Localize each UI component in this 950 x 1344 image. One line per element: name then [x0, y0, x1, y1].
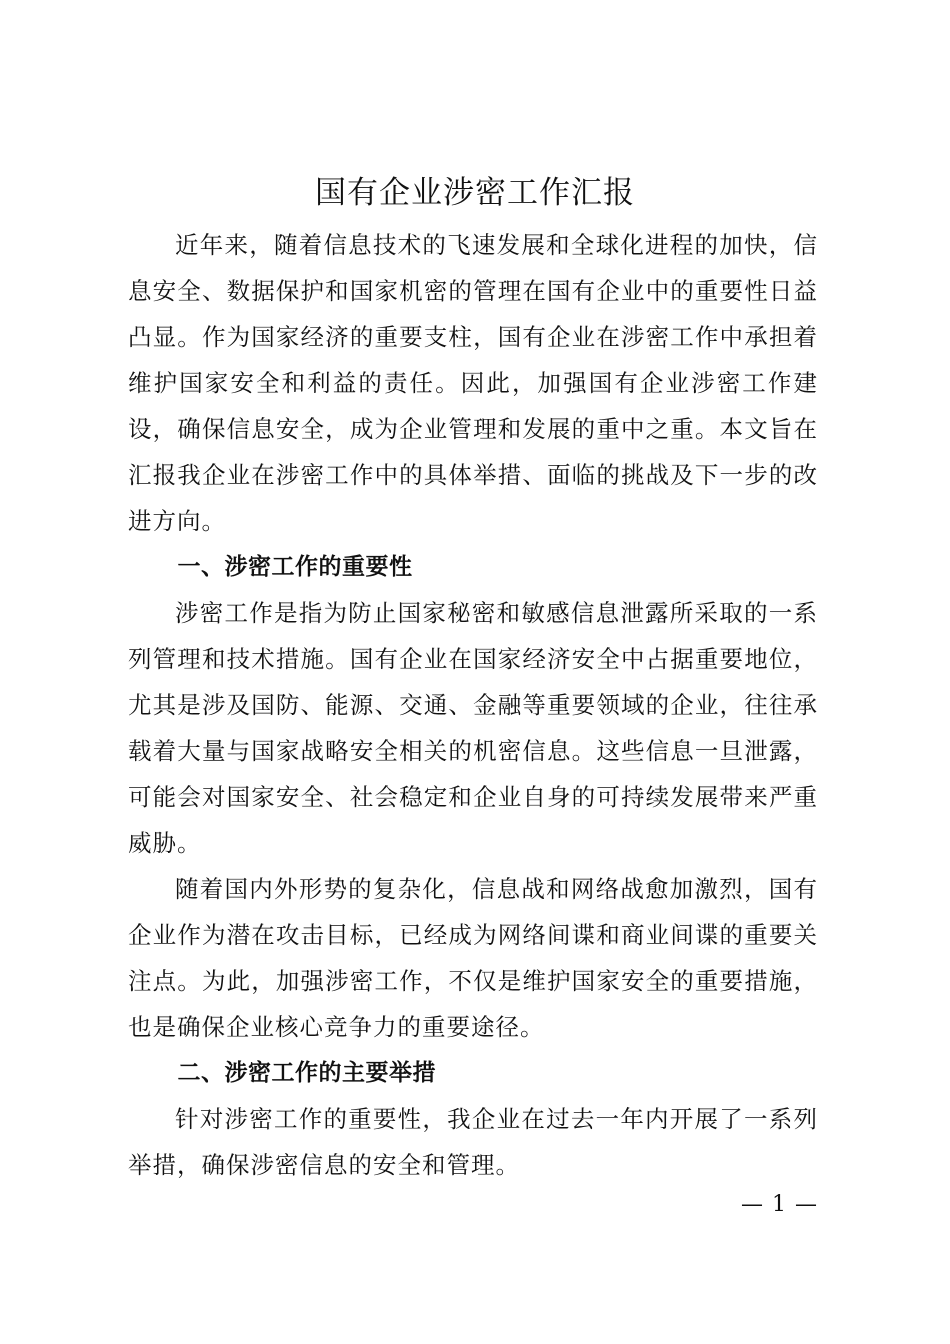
paragraph-intro: 近年来，随着信息技术的飞速发展和全球化进程的加快，信息安全、数据保护和国家机密的管理在国有企业中的重要性日益凸显。作为国家经济的重要支柱，国有企业在涉密工作中承担着维护国家安全和利益的责任。因此，加强国有企业涉密工作建设，确保信息安全，成为企业管理和发展的重中之重。本文旨在汇报我企业在涉密工作中的具体举措、面临的挑战及下一步的改进方向。: [128, 231, 818, 535]
document-body: [128, 222, 818, 1188]
paragraph-importance-2: 随着国内外形势的复杂化，信息战和网络战愈加激烈，国有企业作为潜在攻击目标，已经成为网络间谍和商业间谍的重要关注点。为此，加强涉密工作，不仅是维护国家安全的重要措施，也是确保企业核心竞争力的重要途径。: [128, 875, 818, 1041]
section-heading-2: 二、涉密工作的主要举措: [177, 1060, 436, 1086]
section-heading-1: 一、涉密工作的重要性: [177, 554, 413, 580]
paragraph-measures: 针对涉密工作的重要性，我企业在过去一年内开展了一系列举措，确保涉密信息的安全和管理。: [128, 1105, 818, 1179]
page-title: 国有企业涉密工作汇报: [315, 175, 635, 211]
page-number: — 1 —: [741, 1192, 818, 1217]
paragraph-importance-1: 涉密工作是指为防止国家秘密和敏感信息泄露所采取的一系列管理和技术措施。国有企业在国家经济安全中占据重要地位，尤其是涉及国防、能源、交通、金融等重要领域的企业，往往承载着大量与国家战略安全相关的机密信息。这些信息一旦泄露，可能会对国家安全、社会稳定和企业自身的可持续发展带来严重威胁。: [128, 599, 818, 857]
